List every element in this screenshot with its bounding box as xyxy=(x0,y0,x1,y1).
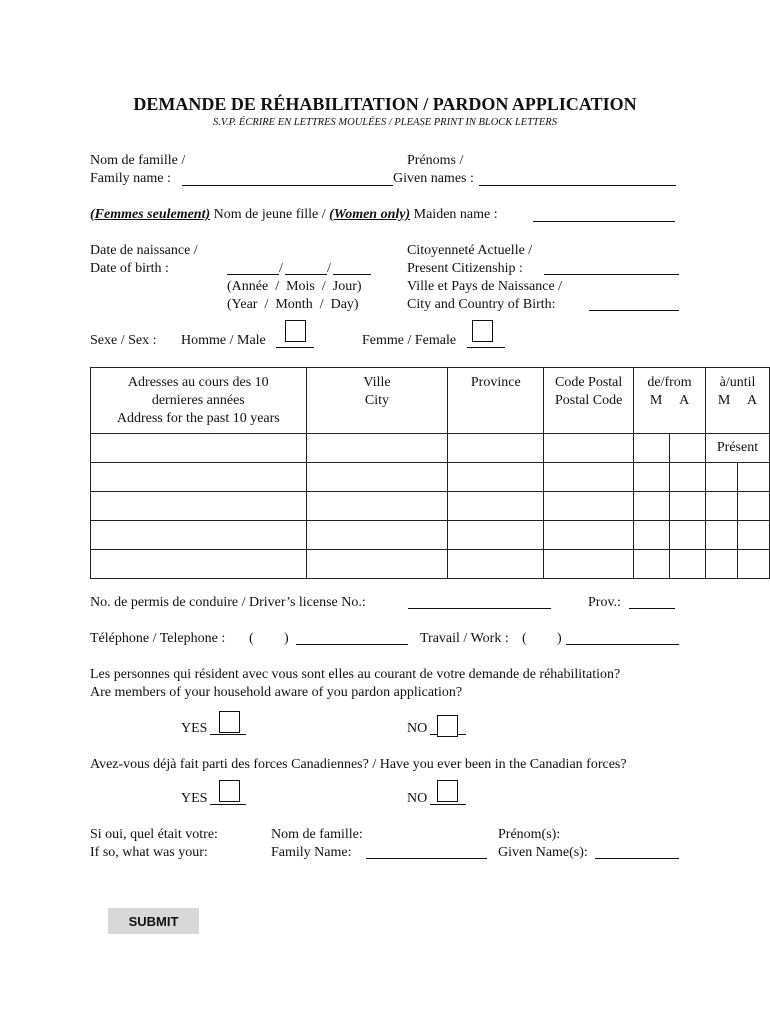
from-cell[interactable] xyxy=(634,434,706,463)
table-row xyxy=(91,550,770,579)
given-names-label-fr: Prénoms / xyxy=(407,153,464,168)
address-cell[interactable] xyxy=(91,463,307,492)
province-cell[interactable] xyxy=(448,463,544,492)
birth-format-fr: (Année / Mois / Jour) xyxy=(227,279,362,294)
if-so-label-en: If so, what was your: xyxy=(90,845,208,860)
submit-button[interactable]: SUBMIT xyxy=(108,908,199,934)
work-label: Travail / Work : xyxy=(420,631,509,646)
male-checkbox[interactable] xyxy=(285,320,306,342)
female-label: Femme / Female xyxy=(362,333,457,348)
address-column-header: Adresses au cours des 10 dernieres années Address for the past 10 years xyxy=(91,368,307,434)
postal-code-cell[interactable] xyxy=(544,492,634,521)
date-separator: / xyxy=(327,261,331,276)
if-so-label-fr: Si oui, quel était votre: xyxy=(90,827,218,842)
forces-yes-label: YES xyxy=(181,791,208,806)
form-title: DEMANDE DE RÉHABILITATION / PARDON APPLICATION xyxy=(133,94,637,114)
phone-area-close: ) xyxy=(284,631,289,646)
from-cell[interactable] xyxy=(634,492,706,521)
address-cell[interactable] xyxy=(91,521,307,550)
maiden-name-label xyxy=(90,207,498,223)
city-column-header: Ville City xyxy=(306,368,448,434)
family-name-label: Family name : xyxy=(90,171,171,186)
postal-code-column-header: Code Postal Postal Code xyxy=(544,368,634,434)
postal-code-cell[interactable] xyxy=(544,550,634,579)
family-name-field[interactable] xyxy=(182,173,393,186)
work-area-open: ( xyxy=(522,631,527,646)
birthplace-label-fr: Ville et Pays de Naissance / xyxy=(407,279,563,294)
city-cell[interactable] xyxy=(306,434,448,463)
citizenship-label-en: Present Citizenship : xyxy=(407,261,523,276)
forces-family-label-fr: Nom de famille: xyxy=(271,827,363,842)
maiden-label-en: Maiden name : xyxy=(410,207,498,222)
given-names-label-en: Given names : xyxy=(393,171,474,186)
forces-no-checkbox[interactable] xyxy=(437,780,458,802)
birth-month-field[interactable] xyxy=(285,262,327,275)
address-cell[interactable] xyxy=(91,550,307,579)
telephone-label: Téléphone / Telephone : xyxy=(90,631,226,646)
forces-family-label-en: Family Name: xyxy=(271,845,352,860)
province-cell[interactable] xyxy=(448,434,544,463)
table-row xyxy=(91,463,770,492)
until-cell xyxy=(706,434,770,463)
prov-label: Prov.: xyxy=(588,595,621,610)
city-cell[interactable] xyxy=(306,521,448,550)
postal-code-cell[interactable] xyxy=(544,463,634,492)
birth-date-label-fr: Date de naissance / xyxy=(90,243,198,258)
work-phone-field[interactable] xyxy=(566,632,679,645)
present-label: Présent xyxy=(716,440,759,455)
birth-format-en: (Year / Month / Day) xyxy=(227,297,359,312)
table-row xyxy=(91,521,770,550)
work-area-field[interactable] xyxy=(531,633,555,645)
province-cell[interactable] xyxy=(448,550,544,579)
province-cell[interactable] xyxy=(448,492,544,521)
phone-area-open: ( xyxy=(249,631,254,646)
date-separator: / xyxy=(279,261,283,276)
forces-yes-checkbox[interactable] xyxy=(219,780,240,802)
address-cell[interactable] xyxy=(91,492,307,521)
household-question-fr: Les personnes qui résident avec vous sont elles au courant de votre demande de réhabilitation? xyxy=(90,667,621,682)
birthplace-label-en: City and Country of Birth: xyxy=(407,297,556,312)
maiden-label-fr: Nom de jeune fille / xyxy=(210,207,330,222)
family-name-label-en xyxy=(90,171,171,187)
city-cell[interactable] xyxy=(306,463,448,492)
from-cell[interactable] xyxy=(634,550,706,579)
given-names-field[interactable] xyxy=(479,173,676,186)
from-cell[interactable] xyxy=(634,463,706,492)
birth-year-field[interactable] xyxy=(227,262,279,275)
city-cell[interactable] xyxy=(306,492,448,521)
license-label: No. de permis de conduire / Driver’s license No.: xyxy=(90,595,366,610)
until-column-header: à/until M A xyxy=(706,368,770,434)
citizenship-field[interactable] xyxy=(544,262,679,275)
table-row xyxy=(91,434,770,463)
sex-label: Sexe / Sex : xyxy=(90,333,157,348)
citizenship-label-fr: Citoyenneté Actuelle / xyxy=(407,243,533,258)
forces-given-name-field[interactable] xyxy=(595,846,679,859)
forces-given-label-fr: Prénom(s): xyxy=(498,827,561,842)
province-column-header: Province xyxy=(448,368,544,434)
postal-code-cell[interactable] xyxy=(544,434,634,463)
address-table xyxy=(90,367,770,579)
female-checkbox[interactable] xyxy=(472,320,493,342)
forces-question: Avez-vous déjà fait parti des forces Canadiennes? / Have you ever been in the Canadian forces? xyxy=(90,757,627,772)
city-cell[interactable] xyxy=(306,550,448,579)
from-column-header: de/from M A xyxy=(634,368,706,434)
work-area-close: ) xyxy=(557,631,562,646)
until-cell[interactable] xyxy=(706,521,770,550)
address-table-header xyxy=(91,368,770,434)
phone-area-field[interactable] xyxy=(258,633,282,645)
women-only-en: (Women only) xyxy=(329,207,411,222)
license-field[interactable] xyxy=(408,596,551,609)
household-no-checkbox[interactable] xyxy=(437,715,458,737)
forces-given-label-en: Given Name(s): xyxy=(498,845,588,860)
postal-code-cell[interactable] xyxy=(544,521,634,550)
province-cell[interactable] xyxy=(448,521,544,550)
birth-day-field[interactable] xyxy=(333,262,371,275)
household-no-label: NO xyxy=(407,721,428,736)
household-yes-label: YES xyxy=(181,721,208,736)
phone-number-field[interactable] xyxy=(296,632,408,645)
address-cell[interactable] xyxy=(91,434,307,463)
birthplace-field[interactable] xyxy=(589,298,679,311)
until-cell[interactable] xyxy=(706,492,770,521)
until-cell[interactable] xyxy=(706,550,770,579)
male-label: Homme / Male xyxy=(181,333,266,348)
household-question-en: Are members of your household aware of you pardon application? xyxy=(90,685,463,700)
from-cell[interactable] xyxy=(634,521,706,550)
birth-date-label-en: Date of birth : xyxy=(90,261,169,276)
prov-field[interactable] xyxy=(629,596,675,609)
forces-family-name-field[interactable] xyxy=(366,846,487,859)
maiden-name-field[interactable] xyxy=(533,209,675,222)
table-row xyxy=(91,492,770,521)
household-yes-checkbox[interactable] xyxy=(219,711,240,733)
until-cell[interactable] xyxy=(706,463,770,492)
family-name-label-fr: Nom de famille / xyxy=(90,153,186,168)
form-subtitle: S.V.P. ÉCRIRE EN LETTRES MOULÉES / PLEASE PRINT IN BLOCK LETTERS xyxy=(213,117,557,128)
women-only-fr: (Femmes seulement) xyxy=(90,207,211,222)
forces-no-label: NO xyxy=(407,791,428,806)
